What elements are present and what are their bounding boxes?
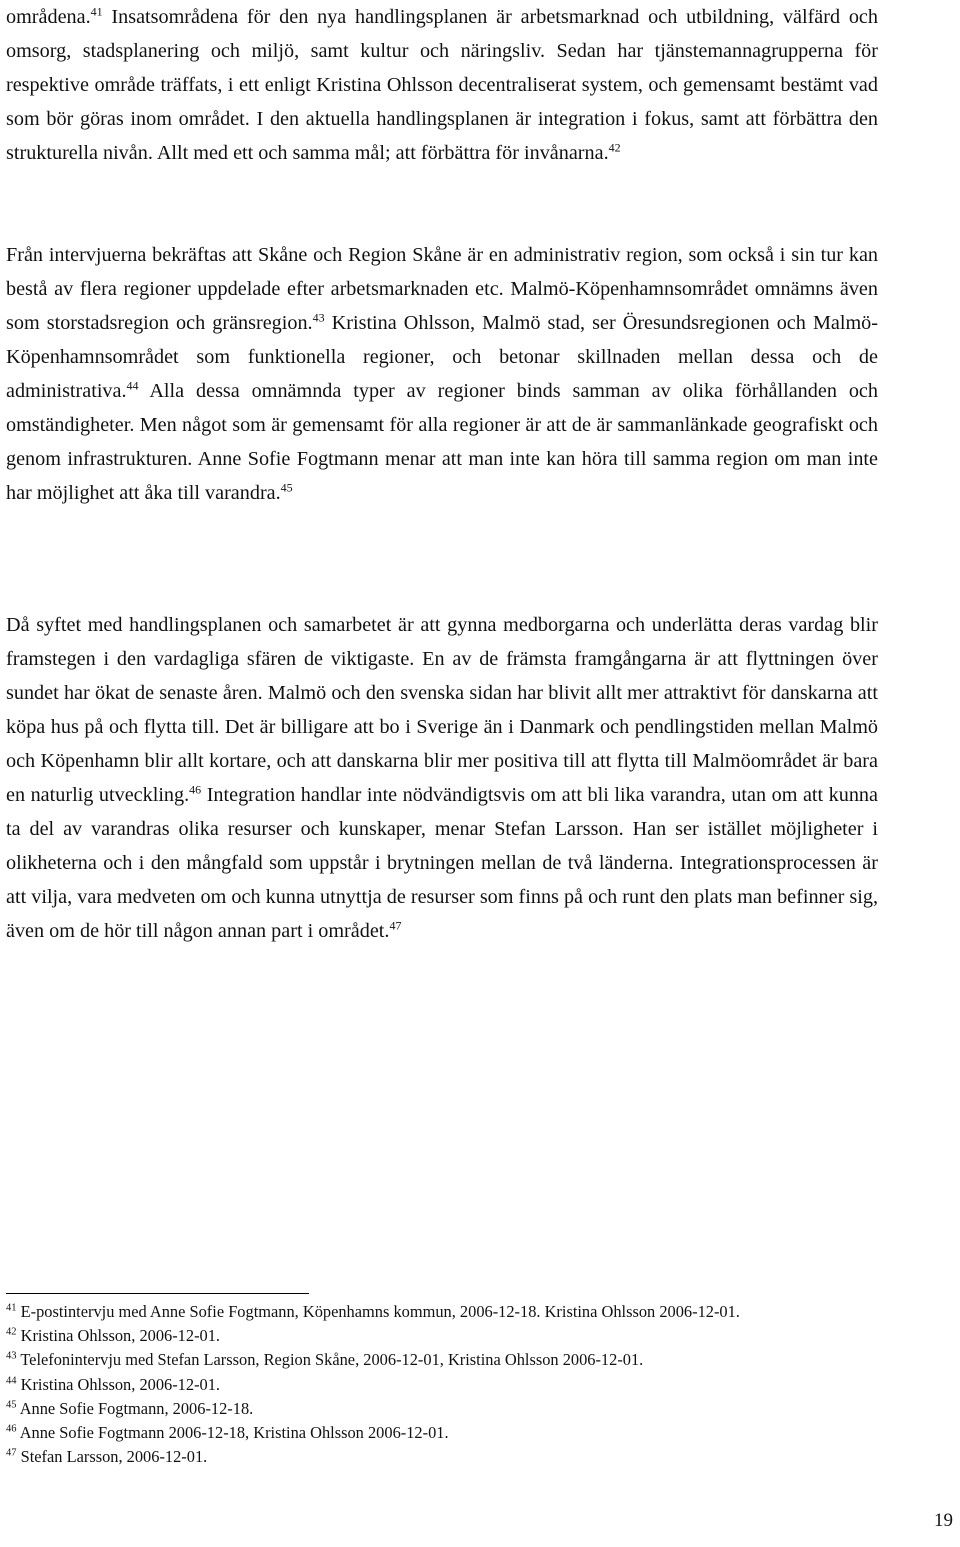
- paragraph-text: Insatsområdena för den nya handlingsplanen är arbetsmarknad och utbildning, välfärd och omsorg, stadsplanering och miljö, samt kultur och näringsliv. Sedan har tjänstemannagrupperna för respektive område träffats, i ett enligt Kristina Ohlsson decentraliserat system, och gemensamt bestämt vad som bör göras inom området. I den aktuella handlingsplanen är integration i fokus, samt att förbättra den strukturella nivån. Allt med ett och samma mål; att förbättra för invånarna.: [6, 6, 878, 164]
- footnote-number: 44: [6, 1375, 17, 1387]
- footnote: [6, 1373, 956, 1397]
- footnote: [6, 1445, 956, 1469]
- footnote-reference: 44: [126, 378, 139, 393]
- footnotes: [6, 1300, 956, 1469]
- footnote-text: E-postintervju med Anne Sofie Fogtmann, Köpenhamns kommun, 2006-12-18. Kristina Ohlsson 2006-12-01.: [20, 1302, 740, 1321]
- footnote-number: 47: [6, 1447, 17, 1459]
- footnote-number: 45: [6, 1399, 17, 1411]
- footnote: [6, 1324, 956, 1348]
- paragraph-text: Då syftet med handlingsplanen och samarbetet är att gynna medborgarna och underlätta deras vardag blir framstegen i den vardagliga sfären de viktigaste. En av de främsta framgångarna är att flyttningen över sundet har ökat de senaste åren. Malmö och den svenska sidan har blivit allt mer attraktivt för danskarna att köpa hus på och flytta till. Det är billigare att bo i Sverige än i Danmark och pendlingstiden mellan Malmö och Köpenhamn blir allt kortare, och att danskarna blir mer positiva till att flytta till Malmöområdet är bara en naturlig utveckling.: [6, 614, 878, 806]
- footnote: [6, 1397, 956, 1421]
- page-number: 19: [934, 1510, 953, 1531]
- footnote-text: Stefan Larsson, 2006-12-01.: [20, 1447, 208, 1467]
- footnote-text: Kristina Ohlsson, 2006-12-01.: [20, 1326, 221, 1346]
- footnote: [6, 1300, 956, 1324]
- footnote-separator: [6, 1293, 309, 1294]
- body-paragraph-1: [6, 0, 878, 170]
- paragraph-text: områdena.: [6, 6, 91, 28]
- footnote-text: Anne Sofie Fogtmann, 2006-12-18.: [19, 1398, 254, 1418]
- footnote-text: Kristina Ohlsson, 2006-12-01.: [20, 1374, 221, 1394]
- footnote-reference: 46: [189, 782, 202, 797]
- body-paragraph-3: [6, 608, 878, 948]
- footnote-number: 41: [6, 1302, 17, 1314]
- footnote-number: 43: [6, 1350, 17, 1362]
- body-paragraph-2: [6, 238, 878, 510]
- footnote: [6, 1348, 956, 1372]
- footnote-number: 46: [6, 1423, 17, 1435]
- paragraph-text: Alla dessa omnämnda typer av regioner binds samman av olika förhållanden och omständigheter. Men något som är gemensamt för alla regioner är att de är sammanlänkade geografiskt och genom infrastrukturen. Anne Sofie Fogtmann menar att man inte kan höra till samma region om man inte har möjlighet att åka till varandra.: [6, 380, 878, 504]
- paragraph-text: Integration handlar inte nödvändigtsvis om att bli lika varandra, utan om att kunna ta del av varandras olika resurser och kunskaper, menar Stefan Larsson. Han ser istället möjligheter i olikheterna och i den mångfald som uppstår i brytningen mellan de två länderna. Integrationsprocessen är att vilja, vara medveten om och kunna utnyttja de resurser som finns på och runt den plats man befinner sig, även om de hör till någon annan part i området.: [6, 784, 878, 942]
- footnote-text: Anne Sofie Fogtmann 2006-12-18, Kristina Ohlsson 2006-12-01.: [19, 1423, 449, 1443]
- footnote-number: 42: [6, 1326, 17, 1338]
- footnote: [6, 1421, 956, 1445]
- footnote-reference: 47: [389, 918, 402, 933]
- footnote-reference: 41: [90, 4, 103, 19]
- paragraph-text: Kristina Ohlsson, Malmö stad, ser Öresundsregionen och Malmö-Köpenhamnsområdet som funktionella regioner, och betonar skillnaden mellan dessa och de administrativa.: [6, 312, 878, 402]
- footnote-reference: 42: [608, 140, 621, 155]
- footnote-text: Telefonintervju med Stefan Larsson, Region Skåne, 2006-12-01, Kristina Ohlsson 2006-12-01.: [20, 1350, 644, 1370]
- paragraph-text: Från intervjuerna bekräftas att Skåne och Region Skåne är en administrativ region, som också i sin tur kan bestå av flera regioner uppdelade efter arbetsmarknaden etc. Malmö-Köpenhamnsområdet omnämns även som storstadsregion och gränsregion.: [6, 244, 878, 334]
- footnote-reference: 45: [280, 480, 293, 495]
- footnote-reference: 43: [312, 310, 325, 325]
